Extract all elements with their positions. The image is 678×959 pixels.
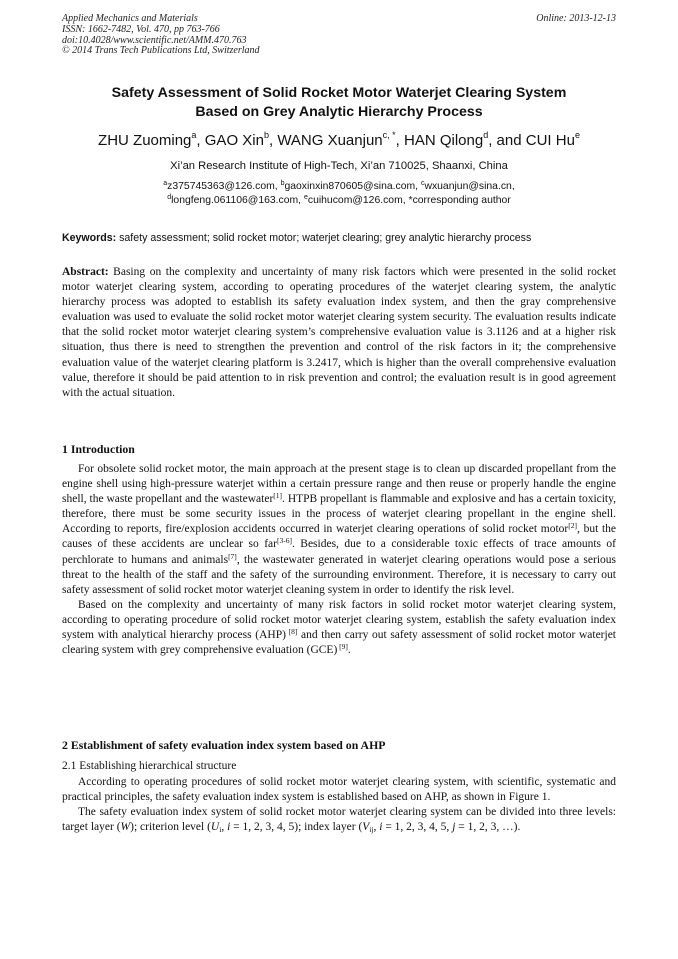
text-run: = 1, 2, 3, 4, 5); index layer ( — [230, 821, 363, 834]
math-symbol: V — [362, 821, 370, 834]
email-line-1 — [62, 180, 616, 194]
author-mark: c, * — [382, 130, 396, 140]
math-symbol: U — [210, 821, 220, 834]
sec2-paragraph-1: According to operating procedures of solid rocket motor waterjet clearing system, with scientific, systematic and practical principles, the safety evaluation index system is established based on AHP, as shown in Figure 1. — [62, 776, 616, 804]
journal-doi: doi:10.4028/www.scientific.net/AMM.470.763 — [62, 34, 247, 46]
section-1-heading: 1 Introduction — [62, 442, 135, 456]
author-name: ZHU Zuoming — [98, 132, 192, 149]
section-1-body — [62, 462, 616, 658]
author-separator: , — [395, 132, 404, 149]
journal-copyright: © 2014 Trans Tech Publications Ltd, Switzerland — [62, 45, 260, 57]
abstract — [62, 265, 616, 401]
section-2-body — [62, 775, 616, 835]
math-symbol: i — [227, 821, 231, 834]
text-run: , but the causes of these accidents are unclear so far — [62, 523, 617, 551]
abstract-text: Basing on the complexity and uncertainty of many risk factors which were presented in the solid rocket motor waterjet clearing system, according to operating procedures of the waterjet clearing system, the analytic hierarchy process was adopted to establish its safety evaluation index system, and then the gray comprehensive evaluation was used to evaluate the solid rocket motor waterjet clearing system security. The evaluation results indicate that the solid rocket motor waterjet clearing system’s comprehensive evaluation value is 3.1126 and at a higher risk situation, thus there is need to strengthen the prevention and control of the risk factors in it; the comprehensive evaluation value of the waterjet clearing platform is 3.2417, which is higher than the overall comprehensive evaluation value, therefore it should be paid attention to in risk prevention and control; the evaluation result is in good agreement with the actual situation. — [62, 266, 616, 399]
email-address: wxuanjun@sina.cn, — [424, 181, 515, 192]
text-run: Based on the complexity and uncertainty of many risk factors in solid rocket motor waterjet clearing system, according to operating procedure of solid rocket motor waterjet clearing system, establish the safety evaluation index system with analytical hierarchy process (AHP) — [62, 598, 616, 642]
affiliation: Xi’an Research Institute of High-Tech, Xi’an 710025, Shaanxi, China — [170, 160, 508, 172]
subsection-2-1-heading: 2.1 Establishing hierarchical structure — [62, 760, 237, 772]
email-address: z375745363@126.com, — [167, 181, 281, 192]
text-run: = 1, 2, 3, …). — [455, 821, 521, 834]
text-run: , — [373, 821, 380, 834]
email-mark: e — [303, 194, 308, 201]
email-line-2 — [62, 194, 616, 208]
email-address: longfeng.061106@163.com, — [171, 195, 304, 206]
author-mark: d — [483, 130, 489, 140]
journal-header — [62, 14, 616, 57]
text-run: . Besides, due to a considerable toxic effects of trace amounts of perchlorate to humans and animals — [62, 538, 617, 566]
author-mark: e — [574, 130, 580, 140]
email-address: cuihucom@126.com, *corresponding author — [307, 195, 511, 206]
journal-issn: ISSN: 1662-7482, Vol. 470, pp 763-766 — [62, 23, 220, 35]
citation: [3-6] — [276, 536, 292, 546]
text-run: = 1, 2, 3, 4, 5, — [382, 821, 453, 834]
abstract-label: Abstract: — [62, 266, 109, 278]
math-symbol: i — [379, 821, 383, 834]
email-address: gaoxinxin870605@sina.com, — [284, 181, 421, 192]
citation: [8] — [285, 627, 298, 637]
email-mark: b — [280, 180, 285, 187]
title-line-2: Based on Grey Analytic Hierarchy Process — [195, 104, 483, 120]
text-run: The safety evaluation index system of solid rocket motor waterjet clearing system can be divided into three levels: target layer ( — [62, 806, 616, 834]
text-run: , the wastewater generated in waterjet clearing operations would pose a serious threat to the health of the staff and the safety of the surrounding environment. Therefore, it is necessary to carry out safety assessment of solid rocket motor waterjet cleaning system in order to identify the risk level. — [62, 553, 617, 596]
math-symbol: W — [120, 821, 131, 834]
citation: [9] — [337, 642, 348, 652]
author-name: GAO Xin — [204, 132, 264, 149]
email-mark: d — [167, 194, 172, 201]
author-separator: , — [196, 132, 205, 149]
journal-name: Applied Mechanics and Materials — [62, 13, 198, 24]
author-mark: a — [191, 130, 197, 140]
text-run: . — [347, 644, 351, 657]
author-name: HAN Qilong — [404, 132, 484, 149]
math-symbol: j — [452, 821, 456, 834]
citation: [2] — [568, 521, 577, 531]
author-name: CUI Hu — [525, 132, 575, 149]
intro-paragraph-1 — [62, 462, 616, 598]
math-subscript: ij — [369, 825, 374, 835]
email-mark: c — [420, 180, 425, 187]
text-run: For obsolete solid rocket motor, the main approach at the present stage is to clean up discarded propellant from the engine shell using high-pressure waterjet within a certain pressure range and then reuse or properly handle the engine shell, the waste propellant and the wastewater — [62, 463, 616, 506]
author-separator: , and — [488, 132, 526, 149]
author-list — [62, 131, 616, 151]
online-date: Online: 2013-12-13 — [536, 13, 616, 24]
math-subscript: i — [219, 825, 222, 835]
text-run: ); criterion level ( — [130, 821, 211, 834]
section-2-heading: 2 Establishment of safety evaluation index system based on AHP — [62, 738, 386, 752]
text-run: and then carry out safety assessment of solid rocket motor waterjet clearing system with grey comprehensive evaluation (GCE) — [62, 629, 616, 657]
paper-title — [62, 84, 616, 122]
text-run: . HTPB propellant is flammable and explosive and has a certain toxicity, therefore, there must be some security issues in the process of waterjet clearing propellant in the engine shell. According to reports, fire/explosion accidents occurred in waterjet clearing operations of solid rocket motor — [62, 493, 617, 536]
citation: [1] — [273, 491, 283, 501]
author-separator: , — [268, 132, 278, 149]
keywords-label: Keywords: — [62, 232, 117, 244]
text-run: , — [221, 821, 228, 834]
keywords-text: safety assessment; solid rocket motor; waterjet clearing; grey analytic hierarchy process — [116, 232, 532, 244]
sec2-paragraph-2 — [62, 805, 616, 835]
author-name: WANG Xuanjun — [277, 132, 383, 149]
title-line-1: Safety Assessment of Solid Rocket Motor Waterjet Clearing System — [111, 85, 567, 101]
intro-paragraph-2 — [62, 598, 616, 658]
keywords — [62, 231, 622, 245]
citation: [7] — [228, 551, 237, 561]
author-emails — [62, 180, 616, 208]
author-mark: b — [263, 130, 269, 140]
email-mark: a — [163, 180, 168, 187]
abstract-paragraph — [62, 265, 616, 401]
